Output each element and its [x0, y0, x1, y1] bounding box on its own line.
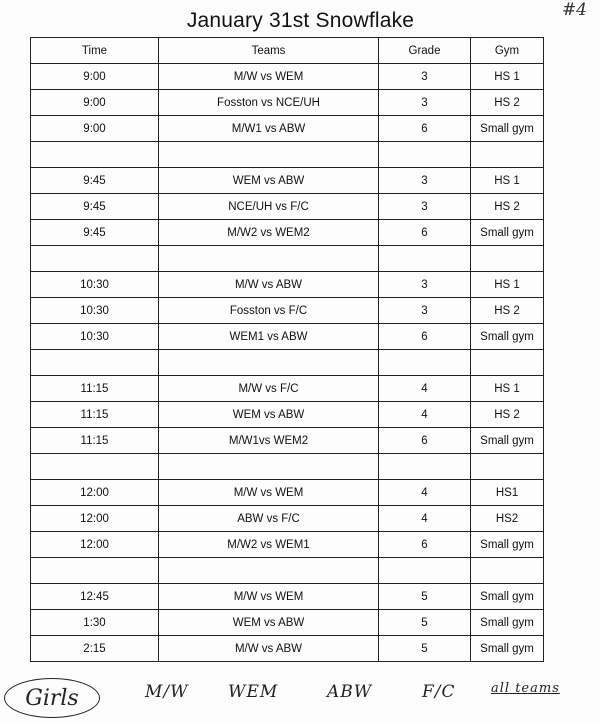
cell-teams [159, 558, 379, 584]
cell-time: 10:30 [31, 298, 159, 324]
cell-gym: Small gym [471, 428, 544, 454]
cell-grade: 6 [379, 220, 471, 246]
cell-gym [471, 454, 544, 480]
cell-teams: M/W2 vs WEM2 [159, 220, 379, 246]
cell-grade [379, 246, 471, 272]
cell-time: 12:00 [31, 506, 159, 532]
header-time: Time [31, 38, 159, 64]
cell-grade: 3 [379, 90, 471, 116]
cell-teams: NCE/UH vs F/C [159, 194, 379, 220]
table-row [31, 480, 544, 506]
cell-teams [159, 350, 379, 376]
cell-grade: 4 [379, 376, 471, 402]
cell-gym: Small gym [471, 584, 544, 610]
cell-teams [159, 454, 379, 480]
spacer-row [31, 350, 544, 376]
cell-grade [379, 558, 471, 584]
header-row [31, 38, 544, 64]
cell-teams: M/W vs WEM [159, 64, 379, 90]
cell-gym [471, 350, 544, 376]
cell-grade: 3 [379, 298, 471, 324]
schedule-table [30, 37, 544, 662]
cell-grade: 3 [379, 272, 471, 298]
cell-time: 12:00 [31, 480, 159, 506]
cell-time: 12:45 [31, 584, 159, 610]
cell-time: 1:30 [31, 610, 159, 636]
table-row [31, 610, 544, 636]
table-row [31, 428, 544, 454]
table-row [31, 584, 544, 610]
table-row [31, 272, 544, 298]
cell-grade [379, 454, 471, 480]
header-teams: Teams [159, 38, 379, 64]
table-header [31, 38, 544, 64]
cell-teams: M/W vs ABW [159, 636, 379, 662]
spacer-row [31, 246, 544, 272]
cell-grade: 3 [379, 168, 471, 194]
table-row [31, 194, 544, 220]
cell-gym: Small gym [471, 116, 544, 142]
cell-gym: HS 1 [471, 272, 544, 298]
cell-time [31, 558, 159, 584]
cell-teams [159, 142, 379, 168]
cell-teams: WEM vs ABW [159, 402, 379, 428]
cell-teams: ABW vs F/C [159, 506, 379, 532]
cell-grade: 5 [379, 636, 471, 662]
handwritten-team-abw: ABW [327, 682, 373, 702]
table-row [31, 402, 544, 428]
cell-gym [471, 246, 544, 272]
table-row [31, 90, 544, 116]
cell-time: 9:00 [31, 90, 159, 116]
cell-teams: M/W vs WEM [159, 480, 379, 506]
cell-time: 10:30 [31, 324, 159, 350]
handwritten-all-teams-note: all teams [491, 681, 560, 696]
cell-grade: 4 [379, 480, 471, 506]
page-title: January 31st Snowflake [186, 9, 415, 32]
cell-grade [379, 350, 471, 376]
table-row [31, 376, 544, 402]
cell-teams [159, 246, 379, 272]
cell-grade: 6 [379, 324, 471, 350]
cell-grade: 6 [379, 428, 471, 454]
cell-time: 9:00 [31, 64, 159, 90]
cell-gym: Small gym [471, 220, 544, 246]
cell-grade: 4 [379, 402, 471, 428]
spacer-row [31, 454, 544, 480]
cell-teams: M/W vs WEM [159, 584, 379, 610]
spacer-row [31, 142, 544, 168]
table-row [31, 532, 544, 558]
cell-grade: 4 [379, 506, 471, 532]
table-row [31, 298, 544, 324]
cell-gym: HS 1 [471, 168, 544, 194]
spacer-row [31, 558, 544, 584]
cell-gym [471, 142, 544, 168]
cell-gym [471, 558, 544, 584]
cell-gym: HS 2 [471, 298, 544, 324]
cell-time: 11:15 [31, 428, 159, 454]
handwritten-team-mw: M/W [145, 682, 189, 702]
cell-teams: M/W1vs WEM2 [159, 428, 379, 454]
table-row [31, 506, 544, 532]
handwritten-team-wem: WEM [228, 682, 279, 702]
cell-gym: HS 1 [471, 64, 544, 90]
cell-time: 9:45 [31, 168, 159, 194]
cell-gym: HS 2 [471, 402, 544, 428]
cell-grade: 6 [379, 532, 471, 558]
cell-teams: M/W2 vs WEM1 [159, 532, 379, 558]
cell-time [31, 350, 159, 376]
cell-teams: M/W vs ABW [159, 272, 379, 298]
cell-time [31, 142, 159, 168]
cell-gym: HS1 [471, 480, 544, 506]
cell-gym: Small gym [471, 636, 544, 662]
cell-gym: Small gym [471, 532, 544, 558]
cell-teams: WEM vs ABW [159, 168, 379, 194]
cell-gym: Small gym [471, 610, 544, 636]
cell-grade: 6 [379, 116, 471, 142]
cell-grade: 5 [379, 610, 471, 636]
table-row [31, 220, 544, 246]
cell-grade: 3 [379, 194, 471, 220]
table-row [31, 64, 544, 90]
cell-gym: HS 1 [471, 376, 544, 402]
girls-label: Girls [25, 685, 79, 711]
cell-teams: M/W1 vs ABW [159, 116, 379, 142]
table-row [31, 324, 544, 350]
cell-time: 9:45 [31, 220, 159, 246]
circled-girls-note [4, 678, 100, 718]
cell-time [31, 454, 159, 480]
cell-time: 9:45 [31, 194, 159, 220]
cell-grade: 5 [379, 584, 471, 610]
cell-time: 11:15 [31, 402, 159, 428]
page-number: #4 [561, 0, 587, 20]
cell-grade [379, 142, 471, 168]
cell-time: 2:15 [31, 636, 159, 662]
cell-gym: HS 2 [471, 194, 544, 220]
cell-time: 9:00 [31, 116, 159, 142]
cell-time: 11:15 [31, 376, 159, 402]
cell-teams: M/W vs F/C [159, 376, 379, 402]
cell-teams: Fosston vs F/C [159, 298, 379, 324]
table-row [31, 116, 544, 142]
header-gym: Gym [471, 38, 544, 64]
cell-time [31, 246, 159, 272]
cell-teams: WEM vs ABW [159, 610, 379, 636]
cell-time: 12:00 [31, 532, 159, 558]
cell-gym: Small gym [471, 324, 544, 350]
cell-grade: 3 [379, 64, 471, 90]
table-body [31, 64, 544, 662]
cell-gym: HS2 [471, 506, 544, 532]
handwritten-notes [0, 670, 601, 723]
cell-time: 10:30 [31, 272, 159, 298]
cell-teams: WEM1 vs ABW [159, 324, 379, 350]
table-row [31, 636, 544, 662]
cell-gym: HS 2 [471, 90, 544, 116]
header-grade: Grade [379, 38, 471, 64]
handwritten-team-fc: F/C [422, 682, 456, 702]
table-row [31, 168, 544, 194]
cell-teams: Fosston vs NCE/UH [159, 90, 379, 116]
